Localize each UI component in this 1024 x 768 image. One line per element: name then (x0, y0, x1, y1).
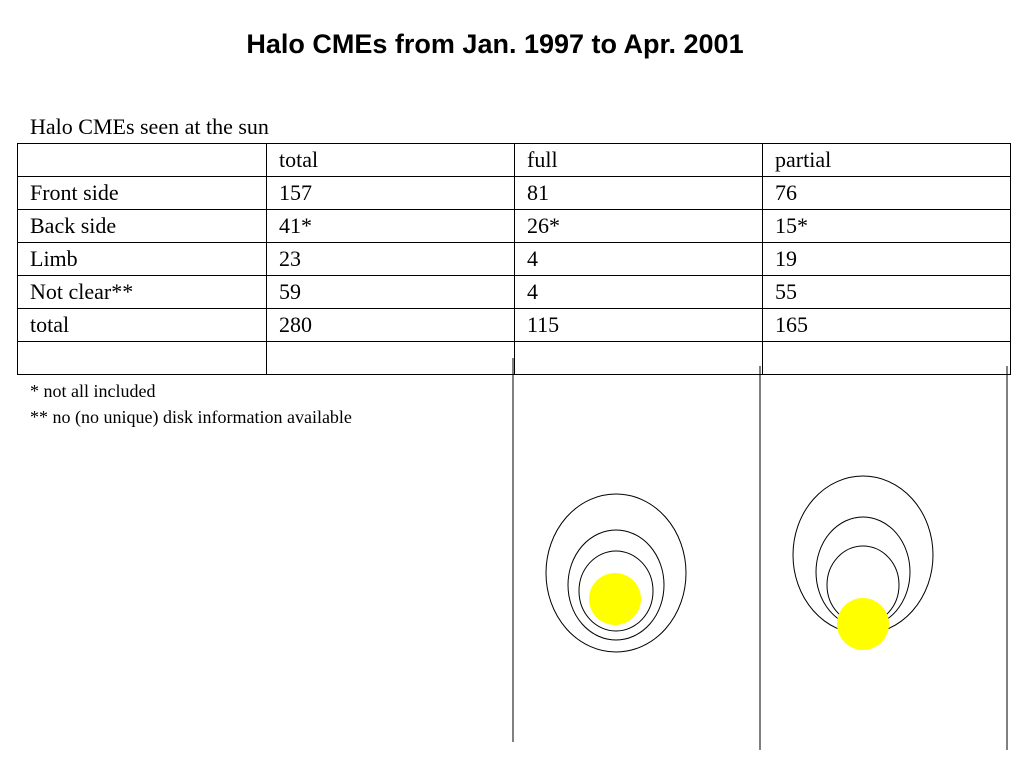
footnote: ** no (no unique) disk information available (30, 407, 352, 427)
table-header-cell: total (267, 144, 515, 177)
table-cell: 19 (763, 243, 1011, 276)
table-cell: Front side (18, 177, 267, 210)
table-cell: 59 (267, 276, 515, 309)
table-cell: 55 (763, 276, 1011, 309)
footnote: * not all included (30, 381, 156, 401)
table-cell: 280 (267, 309, 515, 342)
table-cell: 115 (515, 309, 763, 342)
table-cell: 157 (267, 177, 515, 210)
table-cell: 81 (515, 177, 763, 210)
table-cell: total (18, 309, 267, 342)
table-caption: Halo CMEs seen at the sun (30, 114, 269, 139)
table-cell: 165 (763, 309, 1011, 342)
sun-disk (837, 598, 889, 650)
table-header-cell: partial (763, 144, 1011, 177)
table-cell: 4 (515, 243, 763, 276)
sun-disk (589, 573, 641, 625)
table-cell: Back side (18, 210, 267, 243)
table-cell: 76 (763, 177, 1011, 210)
partial-halo-illustration (793, 476, 933, 650)
table-cell: 4 (515, 276, 763, 309)
full-halo-illustration (546, 494, 686, 652)
table-cell: 41* (267, 210, 515, 243)
table-cell: 23 (267, 243, 515, 276)
halo-ring (546, 494, 686, 652)
table-cell: Limb (18, 243, 267, 276)
table-cell: 26* (515, 210, 763, 243)
slide-title: Halo CMEs from Jan. 1997 to Apr. 2001 (246, 29, 744, 59)
table-cell: Not clear** (18, 276, 267, 309)
table-header-cell: full (515, 144, 763, 177)
table-cell: 15* (763, 210, 1011, 243)
